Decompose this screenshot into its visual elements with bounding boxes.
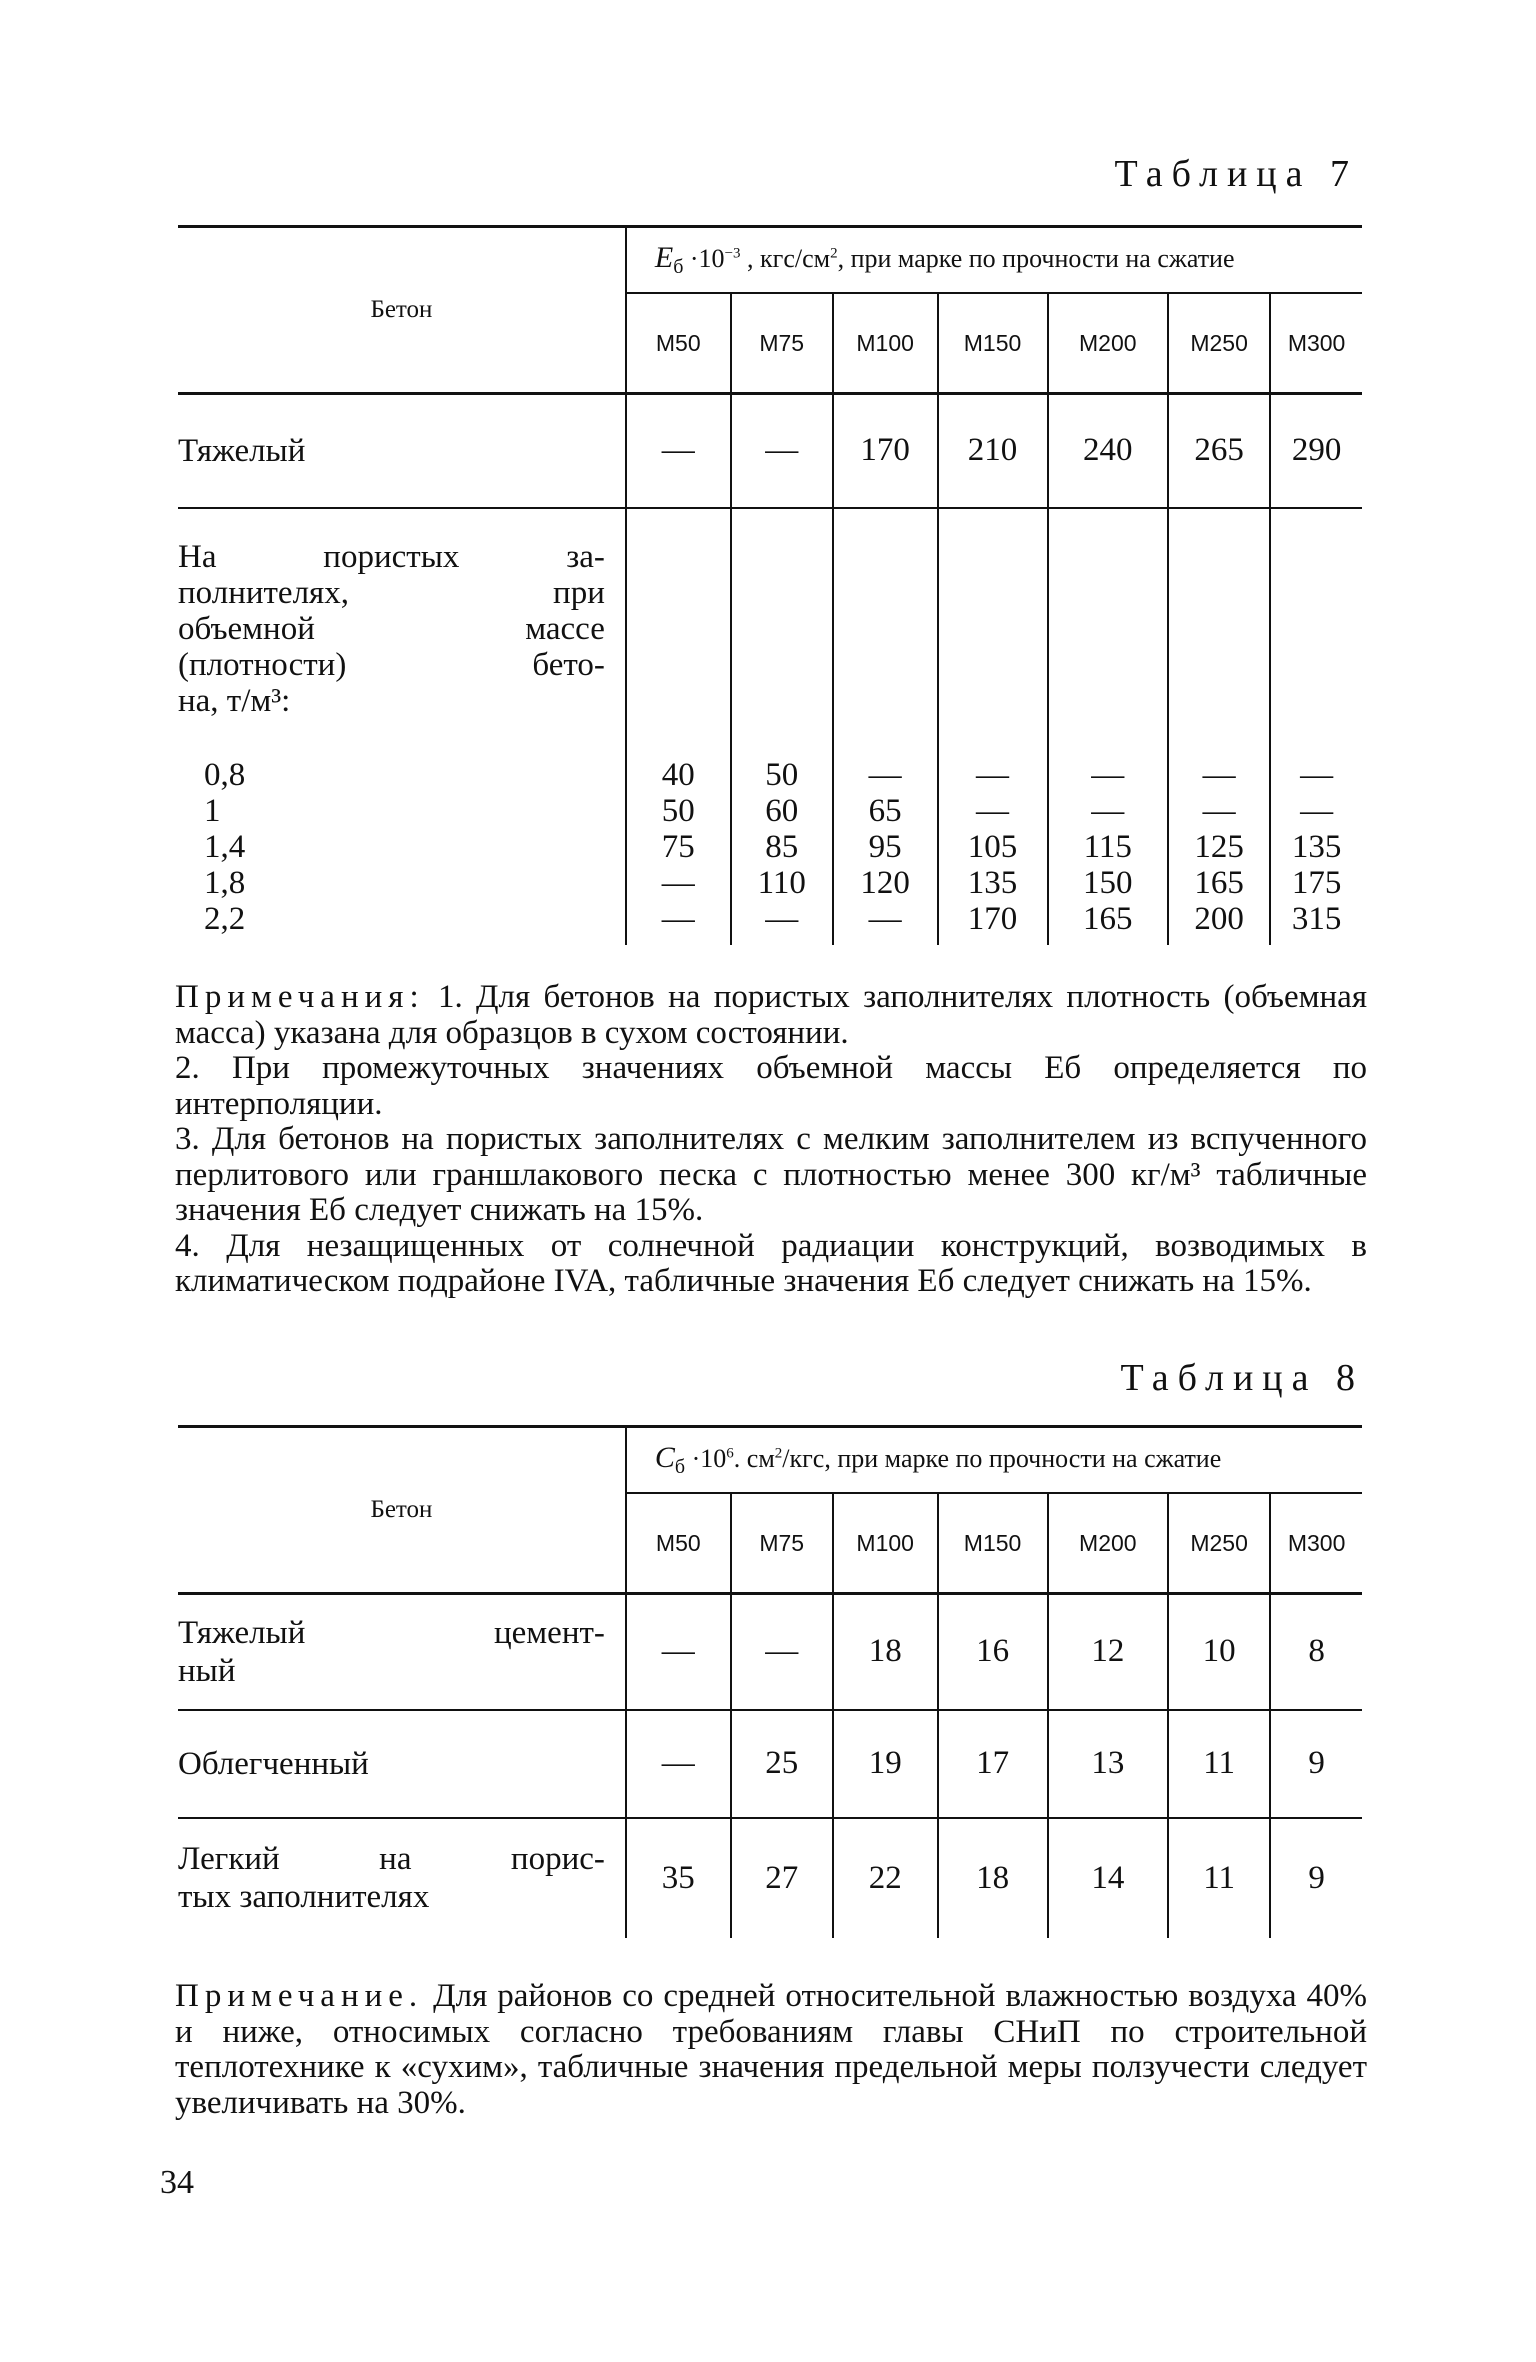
table-cell: 125 (1194, 828, 1244, 865)
grade-column-m150 (938, 508, 1048, 945)
row-label-line: ный (178, 1652, 236, 1689)
table-cell: 95 (868, 828, 902, 865)
table-row (178, 1710, 1362, 1818)
table-cell: 11 (1168, 1818, 1270, 1938)
porous-label-line: на, т/м³: (178, 682, 291, 719)
note-2: 2. При промежуточных значениях объемной массы Eб определяется по интерполяции. (175, 1050, 1367, 1122)
table-cell: 170 (967, 900, 1018, 937)
grade-m75: М75 (731, 293, 833, 394)
table-cell: — (765, 900, 799, 937)
table-cell: 50 (661, 792, 695, 829)
row-label-line: Легкий на порис- (178, 1841, 605, 1877)
table-cell: 25 (731, 1710, 833, 1818)
row-label-line: тых заполнителях (178, 1879, 430, 1915)
grade-column-m100 (833, 508, 938, 945)
table-cell: — (626, 394, 731, 508)
table-cell: 110 (757, 864, 806, 901)
grade-m200: М200 (1048, 293, 1168, 394)
table-cell: 115 (1083, 828, 1132, 865)
grade-column-m75 (731, 508, 833, 945)
unit-exponent: 2 (830, 245, 838, 262)
grade-m300: М300 (1270, 293, 1362, 394)
table-cell: 50 (765, 756, 799, 793)
grade-m150: М150 (938, 293, 1048, 394)
table-cell: 12 (1048, 1594, 1168, 1710)
grade-column-m300 (1270, 508, 1362, 945)
table-cell: — (1300, 792, 1334, 829)
table-cell: 75 (661, 828, 695, 865)
table-cell: 135 (967, 864, 1018, 901)
symbol-subscript: б (674, 1456, 686, 1479)
row-label-line: Тяжелый цемент- (178, 1614, 605, 1651)
porous-label (178, 539, 605, 719)
grade-m50: М50 (626, 293, 731, 394)
table-cell: — (626, 1710, 731, 1818)
table-cell: 60 (765, 792, 799, 829)
table-row (178, 394, 1362, 508)
table-cell: 16 (938, 1594, 1048, 1710)
unit-a: , кгс/см (740, 243, 831, 273)
table-7-caption: Таблица 7 (1114, 153, 1358, 195)
concrete-column-header: Бетон (178, 227, 626, 394)
row-label-lightweight (178, 1710, 626, 1818)
grade-m100: М100 (833, 1493, 938, 1594)
unit-exponent: 2 (774, 1445, 783, 1462)
concrete-column-header: Бетон (178, 1427, 626, 1594)
grade-column-m250 (1168, 508, 1270, 945)
note-1 (175, 980, 1367, 1051)
table-cell: 165 (1194, 864, 1244, 901)
table-cell: 150 (1083, 864, 1133, 901)
table-cell: 105 (967, 828, 1018, 865)
unit-a: . см (733, 1443, 775, 1473)
table-cell: 8 (1270, 1594, 1362, 1710)
note-3: 3. Для бетонов на пористых заполнителях с мелким заполнителем из вспученного перлитового или граншлакового песка с плотностью менее 300 кг/м³ табличные значения Eб следует снижать на 15%. (175, 1121, 1367, 1228)
table-cell: 170 (833, 394, 938, 508)
table-cell: — (976, 756, 1010, 793)
symbol: E (654, 240, 674, 274)
table-cell: 19 (833, 1710, 938, 1818)
table-cell: 135 (1291, 828, 1342, 865)
table-cell: — (1091, 756, 1125, 793)
multiplier-exponent: 6 (726, 1445, 734, 1462)
unit-b: /кгс, при марке по прочности на сжатие (782, 1443, 1222, 1473)
table-cell: 40 (661, 756, 695, 793)
table-cell: 85 (765, 828, 799, 865)
notes-heading: Примечания: (175, 979, 425, 1015)
table-cell: — (976, 792, 1010, 829)
table-7 (178, 225, 1362, 945)
table-cell: — (1202, 756, 1236, 793)
note-1-text: 1. Для бетонов на пористых заполнителях плотность (объемная масса) указана для образцов в сухом состоянии. (175, 979, 1368, 1051)
porous-label-line: полнителях, при (178, 574, 605, 611)
density-value: 1,8 (204, 864, 246, 901)
grade-m250: М250 (1168, 293, 1270, 394)
multiplier: ·10 (683, 243, 725, 273)
grade-m300: М300 (1270, 1493, 1362, 1594)
table-cell: 290 (1270, 394, 1362, 508)
grade-m150: М150 (938, 1493, 1048, 1594)
note-heading: Примечание. (175, 1978, 424, 2014)
table-cell: 9 (1270, 1710, 1362, 1818)
density-value: 1 (204, 792, 221, 829)
row-label-porous (178, 508, 626, 945)
row-label-heavy-cement (178, 1594, 626, 1710)
grade-m75: М75 (731, 1493, 833, 1594)
modulus-span-header (626, 227, 1362, 294)
table-cell: 27 (731, 1818, 833, 1938)
table-8 (178, 1425, 1362, 1938)
table-cell: — (868, 756, 902, 793)
note-text: Для районов со средней относительной влажностью воздуха 40% и ниже, относимых согласно требованиям главы СНиП по строительной теплотехнике к «сухим», табличные значения предельной меры ползучести следует увеличивать на 30%. (175, 1978, 1367, 2121)
unit-b: , при марке по прочности на сжатие (837, 243, 1235, 273)
table-7-notes (175, 980, 1367, 1300)
multiplier: ·10 (685, 1443, 727, 1473)
note-4: 4. Для незащищенных от солнечной радиации конструкций, возводимых в климатическом подрайоне IVA, табличные значения Eб следует снижать на 15%. (175, 1227, 1367, 1299)
table-cell: — (731, 394, 833, 508)
table-cell: 10 (1168, 1594, 1270, 1710)
table-cell: 13 (1048, 1710, 1168, 1818)
table-cell: — (626, 1594, 731, 1710)
table-cell: 120 (860, 864, 910, 901)
density-value: 0,8 (204, 756, 246, 793)
symbol: C (654, 1440, 675, 1474)
grade-m200: М200 (1048, 1493, 1168, 1594)
table-cell: — (868, 900, 902, 937)
table-row (178, 1594, 1362, 1710)
table-8-note (175, 1979, 1367, 2121)
symbol-subscript: б (673, 256, 684, 279)
multiplier-exponent: −3 (724, 245, 741, 262)
grade-m100: М100 (833, 293, 938, 394)
density-value: 1,4 (204, 828, 246, 865)
table-cell: 35 (626, 1818, 731, 1938)
table-cell: 14 (1048, 1818, 1168, 1938)
table-cell: 210 (938, 394, 1048, 508)
table-cell: 65 (868, 792, 902, 829)
table-cell: 22 (833, 1818, 938, 1938)
table-cell: — (1202, 792, 1236, 829)
porous-label-line: (плотности) бето- (178, 646, 605, 683)
grade-m250: М250 (1168, 1493, 1270, 1594)
density-list (178, 757, 605, 937)
row-label-line: Облегченный (178, 1745, 369, 1782)
table-cell: 175 (1291, 864, 1342, 901)
table-cell: 18 (938, 1818, 1048, 1938)
porous-label-line: На пористых за- (178, 538, 605, 575)
table-cell: 17 (938, 1710, 1048, 1818)
row-label-heavy: Тяжелый (178, 394, 626, 508)
row-label-light-porous (178, 1818, 626, 1938)
table-cell: 11 (1168, 1710, 1270, 1818)
table-cell: — (1300, 756, 1334, 793)
table-cell: 315 (1291, 900, 1342, 937)
table-cell: 18 (833, 1594, 938, 1710)
grade-m50: М50 (626, 1493, 731, 1594)
creep-span-header (626, 1427, 1362, 1494)
table-cell: — (731, 1594, 833, 1710)
table-cell: 240 (1048, 394, 1168, 508)
density-value: 2,2 (204, 900, 246, 937)
page-number: 34 (160, 2164, 194, 2201)
table-row (178, 508, 1362, 945)
grade-column-m50 (626, 508, 731, 945)
table-cell: 265 (1168, 394, 1270, 508)
table-row (178, 1818, 1362, 1938)
table-cell: 165 (1083, 900, 1133, 937)
table-cell: — (661, 900, 695, 937)
table-cell: 9 (1308, 1859, 1325, 1896)
table-cell: — (661, 864, 695, 901)
table-cell: — (1091, 792, 1125, 829)
table-8-caption: Таблица 8 (1120, 1357, 1364, 1399)
table-cell: 200 (1194, 900, 1244, 937)
porous-label-line: объемной массе (178, 610, 605, 647)
grade-column-m200 (1048, 508, 1168, 945)
